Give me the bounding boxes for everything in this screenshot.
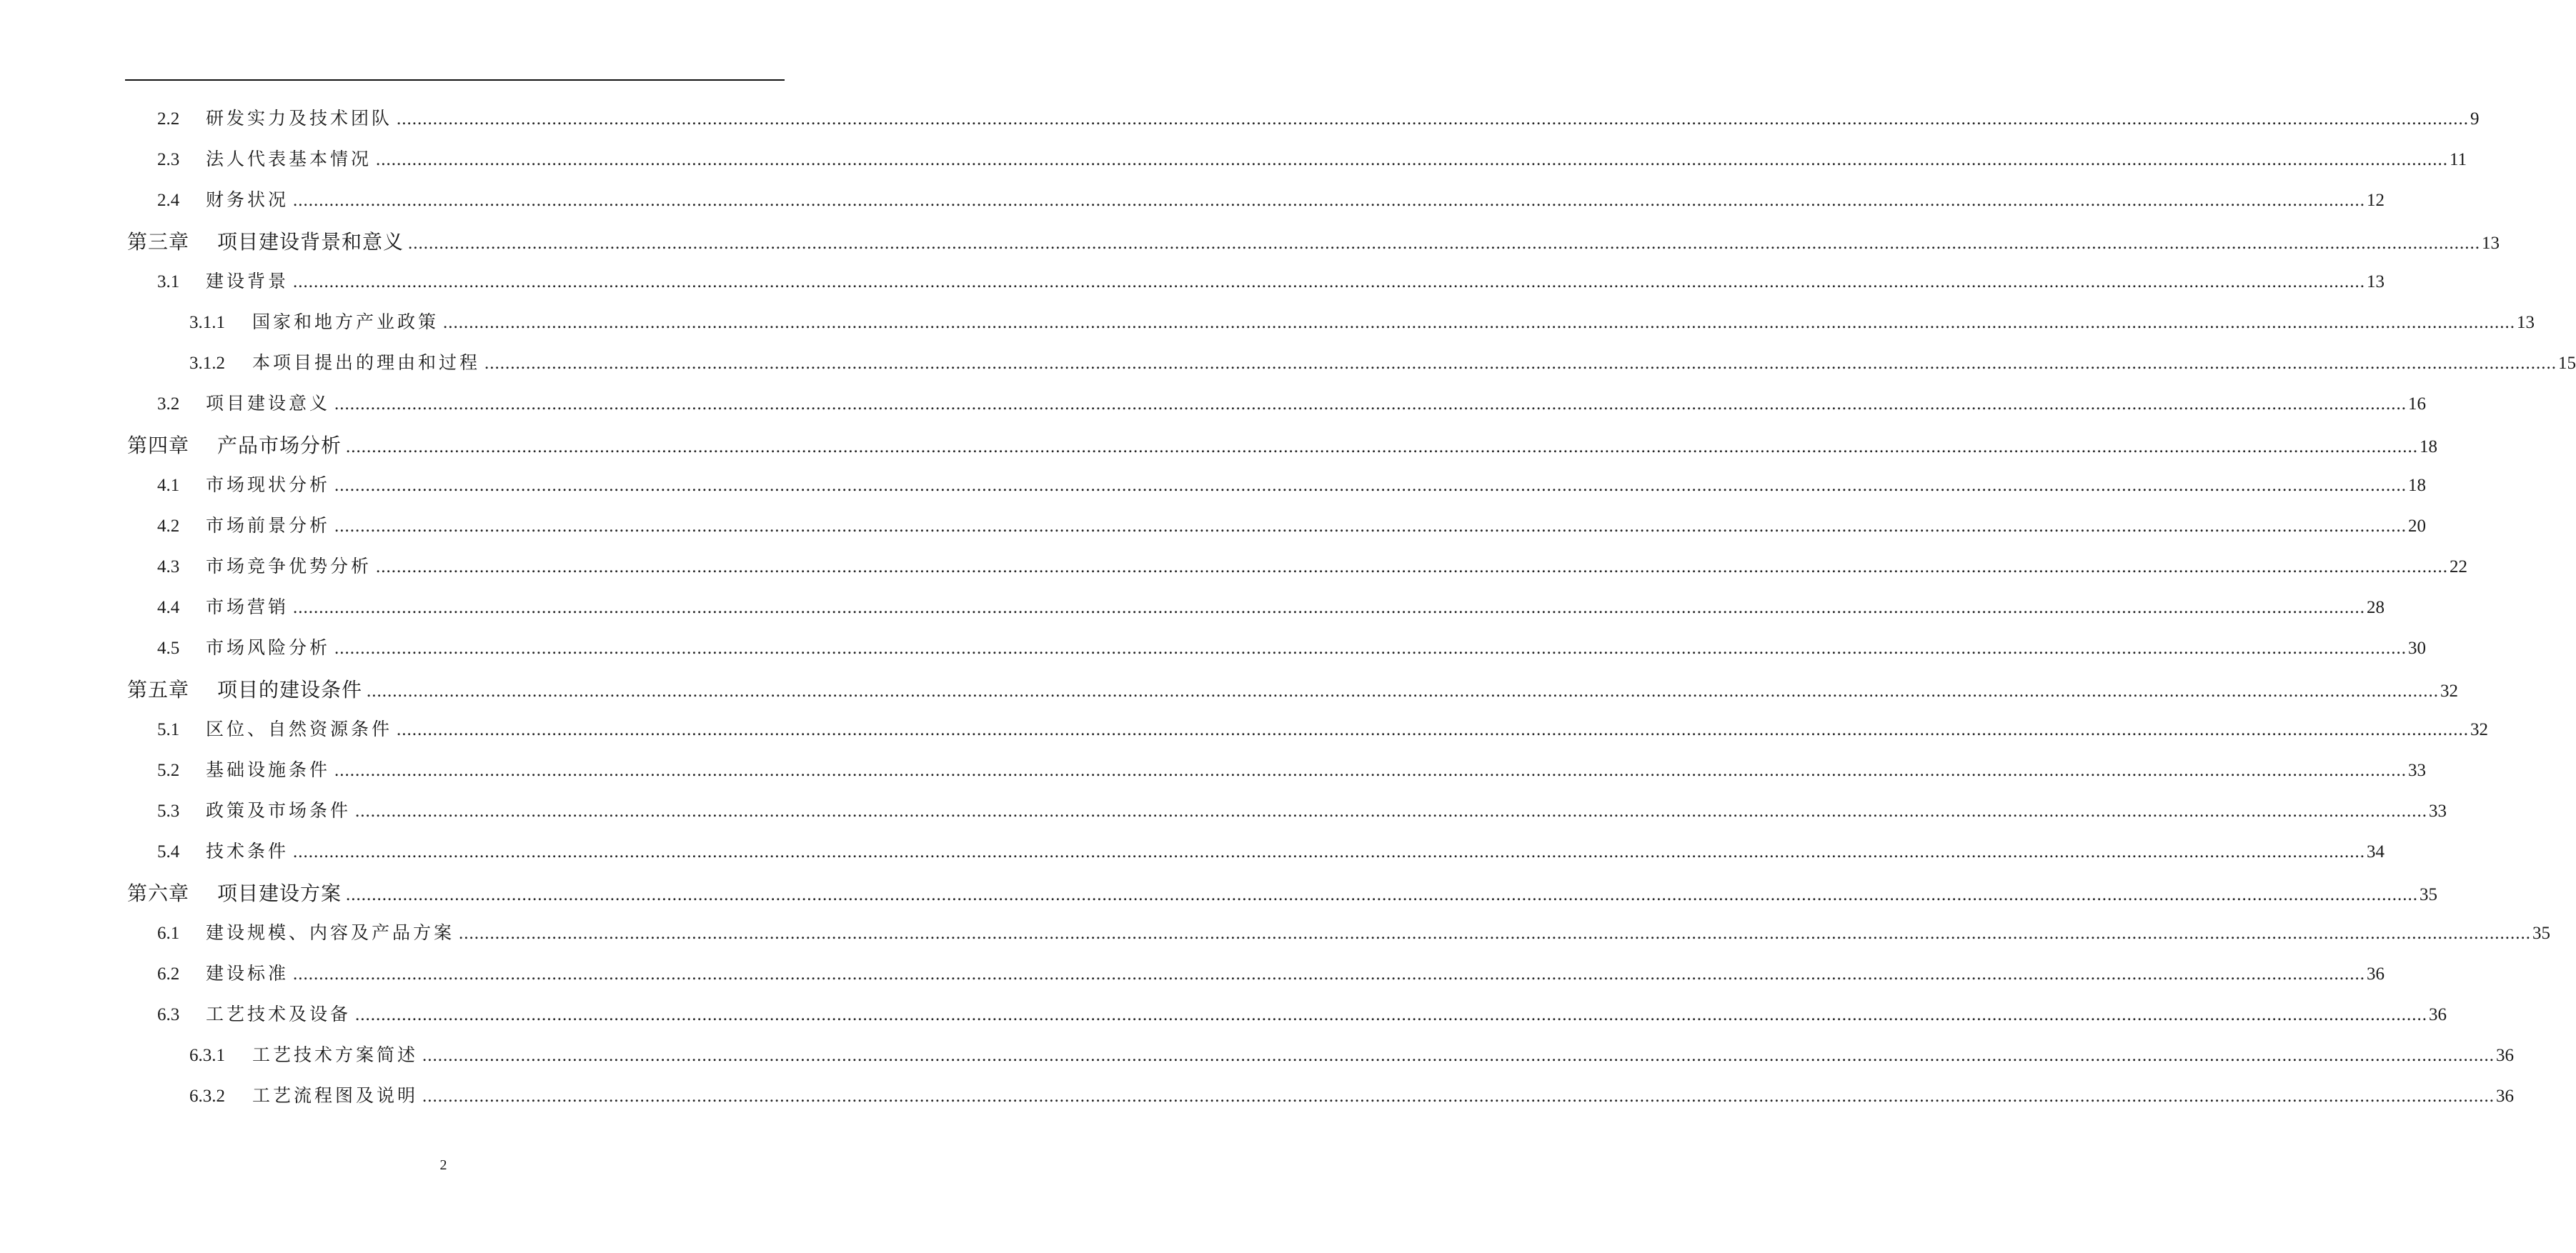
toc-title: 基础设施条件 bbox=[206, 759, 331, 780]
toc-leader: ................................................................................................................................................................................................................................................................................................................................................................................................................ bbox=[293, 272, 2366, 291]
toc-number: 3.1.1 bbox=[189, 313, 225, 332]
toc-page-number: 30 bbox=[2408, 639, 2427, 658]
toc-number: 4.4 bbox=[157, 598, 180, 617]
toc-leader: ................................................................................................................................................................................................................................................................................................................................................................................................................ bbox=[346, 885, 2419, 904]
toc-number: 6.3.1 bbox=[189, 1046, 225, 1065]
toc-leader: ................................................................................................................................................................................................................................................................................................................................................................................................................ bbox=[484, 354, 2557, 373]
page-number: 2 bbox=[439, 1157, 447, 1173]
toc-leader: ................................................................................................................................................................................................................................................................................................................................................................................................................ bbox=[293, 598, 2366, 617]
toc-title: 市场竞争优势分析 bbox=[206, 556, 372, 576]
toc-entry[interactable] bbox=[127, 430, 2438, 459]
toc-number: 4.2 bbox=[157, 516, 180, 536]
toc-title: 项目建设方案 bbox=[217, 882, 342, 905]
toc-number: 第三章 bbox=[127, 230, 190, 254]
toc-title: 市场前景分析 bbox=[206, 515, 331, 536]
toc-entry[interactable] bbox=[157, 552, 2468, 581]
toc-title: 项目建设意义 bbox=[206, 393, 331, 414]
toc-number: 第六章 bbox=[127, 882, 190, 905]
toc-number: 第四章 bbox=[127, 434, 190, 457]
toc-title: 技术条件 bbox=[206, 841, 289, 862]
toc-number: 6.2 bbox=[157, 964, 180, 984]
toc-number: 6.3 bbox=[157, 1005, 180, 1024]
toc-title: 法人代表基本情况 bbox=[206, 149, 372, 169]
toc-number: 5.3 bbox=[157, 802, 180, 821]
toc-page-number: 20 bbox=[2408, 516, 2427, 536]
toc-title: 市场风险分析 bbox=[206, 637, 331, 658]
toc-number: 6.1 bbox=[157, 924, 180, 943]
toc-number: 2.4 bbox=[157, 191, 180, 210]
toc-number: 2.2 bbox=[157, 109, 180, 129]
toc-page-number: 35 bbox=[2532, 924, 2551, 943]
toc-page-number: 36 bbox=[2429, 1005, 2447, 1024]
toc-page-number: 15 bbox=[2558, 354, 2576, 373]
header-rule bbox=[125, 79, 785, 81]
toc-leader: ................................................................................................................................................................................................................................................................................................................................................................................................................ bbox=[355, 802, 2428, 821]
toc-title: 产品市场分析 bbox=[217, 434, 342, 457]
toc-title: 建设规模、内容及产品方案 bbox=[206, 922, 455, 943]
toc-leader: ................................................................................................................................................................................................................................................................................................................................................................................................................ bbox=[397, 720, 2470, 739]
toc-entry[interactable] bbox=[157, 267, 2385, 296]
toc-entry[interactable] bbox=[157, 186, 2385, 214]
toc-leader: ................................................................................................................................................................................................................................................................................................................................................................................................................ bbox=[355, 1005, 2428, 1024]
toc-number: 3.2 bbox=[157, 394, 180, 414]
toc-page-number: 9 bbox=[2470, 109, 2480, 129]
toc-title: 本项目提出的理由和过程 bbox=[252, 352, 481, 373]
toc-leader: ................................................................................................................................................................................................................................................................................................................................................................................................................ bbox=[422, 1087, 2495, 1106]
toc-number: 5.2 bbox=[157, 761, 180, 780]
toc-title: 工艺流程图及说明 bbox=[252, 1085, 419, 1106]
toc-title: 工艺技术及设备 bbox=[206, 1004, 352, 1024]
toc-page-number: 13 bbox=[2367, 272, 2385, 291]
toc-page-number: 35 bbox=[2420, 885, 2438, 904]
toc-entry[interactable] bbox=[157, 837, 2385, 866]
toc-page-number: 36 bbox=[2496, 1087, 2515, 1106]
toc-number: 4.5 bbox=[157, 639, 180, 658]
toc-page-number: 11 bbox=[2450, 150, 2467, 169]
toc-leader: ................................................................................................................................................................................................................................................................................................................................................................................................................ bbox=[334, 516, 2407, 536]
toc-title: 研发实力及技术团队 bbox=[206, 108, 393, 129]
toc-entry[interactable] bbox=[157, 145, 2467, 174]
toc-entry[interactable] bbox=[127, 674, 2459, 703]
toc-page-number: 18 bbox=[2408, 476, 2427, 495]
toc-leader: ................................................................................................................................................................................................................................................................................................................................................................................................................ bbox=[397, 109, 2470, 129]
toc-leader: ................................................................................................................................................................................................................................................................................................................................................................................................................ bbox=[293, 191, 2366, 210]
toc-number: 5.1 bbox=[157, 720, 180, 739]
toc-leader: ................................................................................................................................................................................................................................................................................................................................................................................................................ bbox=[293, 964, 2366, 984]
toc-leader: ................................................................................................................................................................................................................................................................................................................................................................................................................ bbox=[334, 476, 2407, 495]
toc-title: 建设标准 bbox=[206, 963, 289, 984]
toc-leader: ................................................................................................................................................................................................................................................................................................................................................................................................................ bbox=[334, 761, 2407, 780]
toc-entry[interactable] bbox=[157, 593, 2385, 621]
toc-entry[interactable] bbox=[157, 511, 2427, 540]
toc-title: 建设背景 bbox=[206, 271, 289, 291]
toc-page-number: 36 bbox=[2367, 964, 2385, 984]
toc-page-number: 22 bbox=[2450, 557, 2468, 576]
toc-entry[interactable] bbox=[157, 797, 2447, 825]
toc-number: 2.3 bbox=[157, 150, 180, 169]
toc-leader: ................................................................................................................................................................................................................................................................................................................................................................................................................ bbox=[422, 1046, 2495, 1065]
toc-entry[interactable] bbox=[189, 349, 2576, 377]
toc-entry[interactable] bbox=[157, 919, 2551, 947]
toc-number: 第五章 bbox=[127, 678, 190, 702]
toc-title: 市场营销 bbox=[206, 596, 289, 617]
toc-leader: ................................................................................................................................................................................................................................................................................................................................................................................................................ bbox=[443, 313, 2516, 332]
toc-page-number: 16 bbox=[2408, 394, 2427, 414]
toc-entry[interactable] bbox=[157, 389, 2427, 418]
toc-page-number: 33 bbox=[2408, 761, 2427, 780]
toc-title: 项目建设背景和意义 bbox=[217, 230, 404, 254]
toc-entry[interactable] bbox=[157, 471, 2427, 499]
toc-leader: ................................................................................................................................................................................................................................................................................................................................................................................................................ bbox=[334, 639, 2407, 658]
toc-entry[interactable] bbox=[189, 1041, 2515, 1069]
toc-page-number: 13 bbox=[2482, 234, 2500, 253]
toc-leader: ................................................................................................................................................................................................................................................................................................................................................................................................................ bbox=[459, 924, 2532, 943]
toc-entry[interactable] bbox=[157, 756, 2427, 784]
toc-entry[interactable] bbox=[189, 1082, 2515, 1110]
toc-title: 国家和地方产业政策 bbox=[252, 311, 439, 332]
toc-page-number: 32 bbox=[2440, 682, 2459, 701]
toc-leader: ................................................................................................................................................................................................................................................................................................................................................................................................................ bbox=[367, 682, 2440, 701]
toc-leader: ................................................................................................................................................................................................................................................................................................................................................................................................................ bbox=[376, 557, 2449, 576]
toc-number: 3.1 bbox=[157, 272, 180, 291]
toc-number: 3.1.2 bbox=[189, 354, 225, 373]
toc-title: 项目的建设条件 bbox=[217, 678, 363, 702]
toc-leader: ................................................................................................................................................................................................................................................................................................................................................................................................................ bbox=[334, 394, 2407, 414]
toc-entry[interactable] bbox=[127, 226, 2500, 255]
toc-title: 财务状况 bbox=[206, 189, 289, 210]
toc-page-number: 28 bbox=[2367, 598, 2385, 617]
toc-leader: ................................................................................................................................................................................................................................................................................................................................................................................................................ bbox=[376, 150, 2449, 169]
toc-page-number: 12 bbox=[2367, 191, 2385, 210]
toc-number: 4.3 bbox=[157, 557, 180, 576]
toc-page-number: 33 bbox=[2429, 802, 2447, 821]
toc-entry[interactable] bbox=[157, 1000, 2447, 1029]
toc-number: 4.1 bbox=[157, 476, 180, 495]
toc-entry[interactable] bbox=[157, 634, 2427, 662]
toc-entry[interactable] bbox=[157, 104, 2480, 133]
toc-number: 5.4 bbox=[157, 842, 180, 862]
toc-page-number: 18 bbox=[2420, 437, 2438, 456]
toc-entry[interactable] bbox=[189, 308, 2535, 336]
toc-page-number: 32 bbox=[2470, 720, 2489, 739]
toc-title: 政策及市场条件 bbox=[206, 800, 352, 821]
toc-leader: ................................................................................................................................................................................................................................................................................................................................................................................................................ bbox=[293, 842, 2366, 862]
toc-title: 区位、自然资源条件 bbox=[206, 719, 393, 739]
toc-leader: ................................................................................................................................................................................................................................................................................................................................................................................................................ bbox=[346, 437, 2419, 456]
toc-entry[interactable] bbox=[157, 715, 2489, 744]
toc-title: 工艺技术方案简述 bbox=[252, 1044, 419, 1065]
toc-leader: ................................................................................................................................................................................................................................................................................................................................................................................................................ bbox=[408, 234, 2481, 253]
toc-page-number: 34 bbox=[2367, 842, 2385, 862]
toc-page-number: 13 bbox=[2517, 313, 2535, 332]
toc-entry[interactable] bbox=[157, 959, 2385, 988]
toc-entry[interactable] bbox=[127, 878, 2438, 907]
toc-title: 市场现状分析 bbox=[206, 474, 331, 495]
toc-number: 6.3.2 bbox=[189, 1087, 225, 1106]
toc-page-number: 36 bbox=[2496, 1046, 2515, 1065]
